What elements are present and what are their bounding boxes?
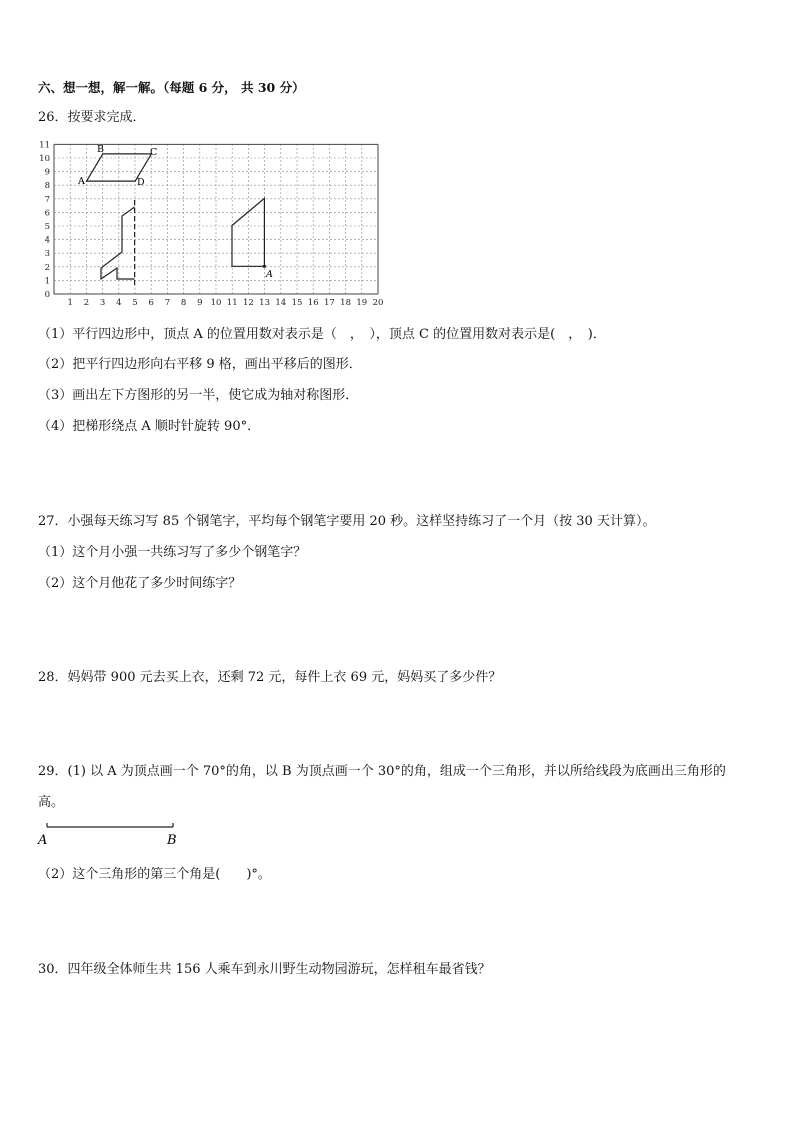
trapezoid-point-a (263, 265, 266, 268)
grid-svg (38, 132, 388, 307)
label-point-c: C (150, 147, 158, 158)
x-tick-label: 6 (148, 298, 154, 307)
section-title: 六、想一想，解一解。（每题 6 分， 共 30 分） (38, 80, 305, 95)
y-tick-label: 8 (44, 181, 50, 192)
q30-stem: 30．四年级全体师生共 156 人乘车到永川野生动物园游玩，怎样租车最省钱？ (38, 962, 491, 977)
x-tick-label: 3 (99, 298, 106, 307)
label-point-d: D (137, 177, 145, 188)
q26-part2: （2）把平行四边形向右平移 9 格，画出平移后的图形． (38, 357, 362, 372)
segment-label-b: B (167, 833, 177, 848)
q26-part1: （1）平行四边形中，顶点 A 的位置用数对表示是（ ， ），顶点 C 的位置用数对表示是( ， )． (38, 327, 606, 342)
q26-stem: 26．按要求完成． (38, 110, 146, 125)
x-tick-label: 7 (164, 298, 171, 307)
x-tick-label: 14 (275, 298, 287, 307)
y-tick-label: 9 (44, 167, 50, 178)
x-tick-label: 12 (242, 298, 254, 307)
x-tick-label: 5 (132, 298, 138, 307)
y-tick-label: 3 (44, 249, 50, 260)
x-tick-label: 4 (116, 298, 122, 307)
x-tick-label: 16 (307, 298, 319, 307)
y-tick-label: 11 (39, 140, 50, 151)
q27-part1: （1）这个月小强一共练习写了多少个钢笔字？ (38, 545, 307, 560)
x-tick-label: 1 (67, 298, 73, 307)
q26-part4: （4）把梯形绕点 A 顺时针旋转 90°． (38, 419, 261, 434)
y-tick-label: 7 (44, 194, 50, 205)
x-tick-label: 19 (356, 298, 368, 307)
half-figure (101, 207, 135, 279)
y-tick-label: 1 (44, 276, 50, 287)
x-tick-label: 13 (259, 298, 271, 307)
q27-part2: （2）这个月他花了多少时间练字？ (38, 576, 242, 591)
x-tick-label: 18 (340, 298, 352, 307)
q29-part2: （2）这个三角形的第三个角是( )°。 (38, 867, 271, 882)
q28-stem: 28．妈妈带 900 元去买上衣，还剩 72 元，每件上衣 69 元，妈妈买了多少件？ (38, 670, 502, 685)
label-trapezoid-a: A (266, 269, 273, 280)
x-tick-label: 15 (291, 298, 303, 307)
x-tick-label: 17 (323, 298, 335, 307)
q27-stem: 27．小强每天练习写 85 个钢笔字，平均每个钢笔字要用 20 秒。这样坚持练习了一个月（按 30 天计算）。 (38, 514, 656, 529)
q29-stem-line2: 高。 (38, 795, 65, 810)
y-tick-label: 4 (44, 235, 50, 246)
x-tick-label: 8 (180, 298, 187, 307)
x-tick-label: 20 (372, 298, 384, 307)
segment-ab (34, 820, 194, 856)
x-tick-label: 11 (226, 298, 238, 307)
segment-label-a: A (38, 833, 48, 848)
y-tick-label: 5 (44, 222, 50, 232)
coordinate-grid (38, 132, 388, 311)
label-point-b: B (97, 144, 104, 155)
q26-part3: （3）画出左下方图形的另一半，使它成为轴对称图形． (38, 388, 359, 403)
y-tick-label: 6 (44, 208, 50, 219)
y-tick-label: 10 (39, 154, 50, 164)
x-tick-label: 10 (210, 298, 222, 307)
y-tick-label: 0 (44, 290, 50, 300)
y-tick-label: 2 (44, 262, 50, 273)
q29-stem-line1: 29．(1) 以 A 为顶点画一个 70°的角，以 B 为顶点画一个 30°的角，组成一个三角形，并以所给线段为底画出三角形的 (38, 764, 726, 779)
label-point-a: A (78, 176, 85, 187)
x-tick-label: 2 (83, 298, 90, 307)
x-tick-label: 9 (197, 298, 203, 307)
